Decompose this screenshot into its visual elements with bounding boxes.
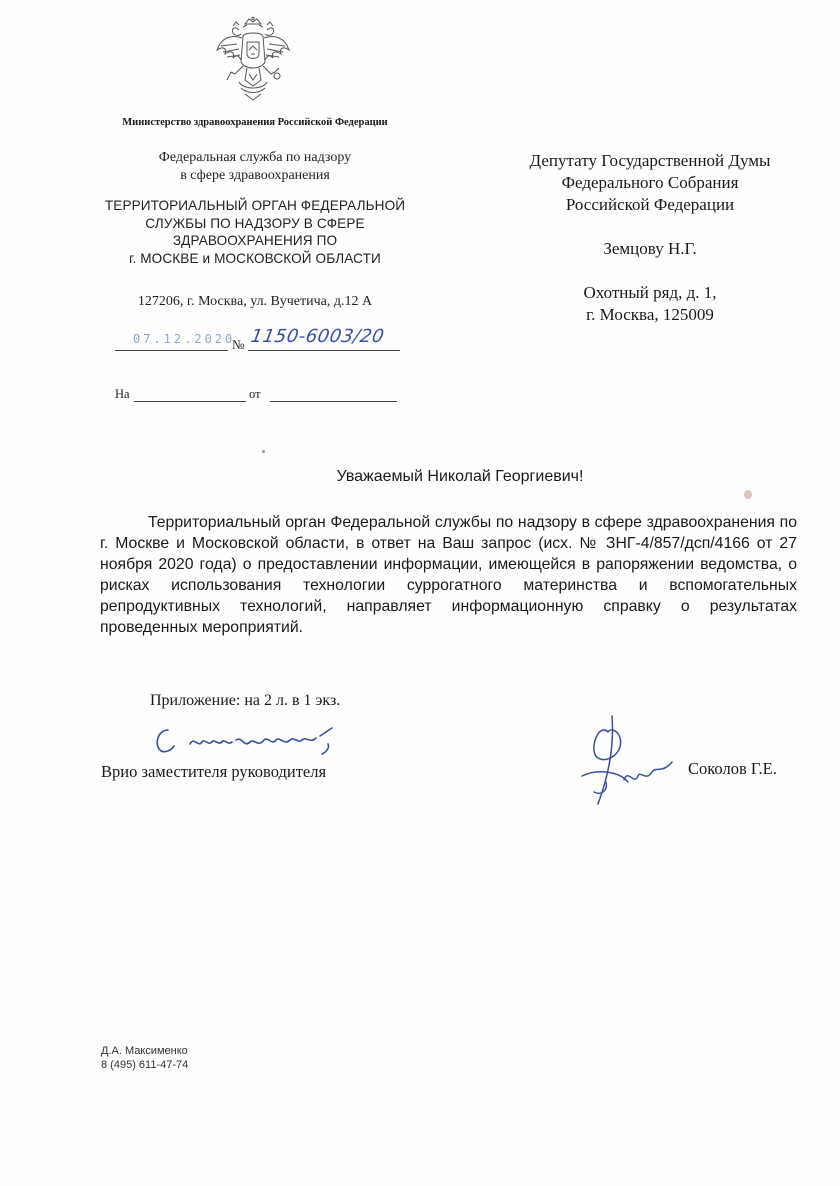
coat-of-arms-icon xyxy=(209,16,297,102)
addressee-block xyxy=(480,150,820,326)
registration-date-stamp: 07.12.2020 xyxy=(133,332,236,346)
agency-line: в сфере здравоохранения xyxy=(180,168,330,183)
signer-position: Врио заместителя руководителя xyxy=(101,762,327,781)
spacer xyxy=(480,260,820,282)
agency-name xyxy=(55,149,455,185)
date-underline xyxy=(115,350,228,351)
ref-na-label: На xyxy=(115,387,130,401)
ministry-name: Министерство здравоохранения Российской Федерации xyxy=(122,117,388,128)
ref-date-blank xyxy=(270,401,397,402)
addressee-line: Депутату Государственной Думы xyxy=(529,151,771,170)
letter-body: Территориальный орган Федеральной службы по надзору в сфере здравоохранения по г. Москве и Московской области, в ответ на Ваш запрос (исх. № ЗНГ-4/857/дсп/4166 от 27 ноября 2020 года) о предоставлении информации, имеющейся в рапоряжении ведомства, о рисках использования технологии суррогатного материнства и вспомогательных репродуктивных технологий, направляет информационную справку о результатах проведенных мероприятий. xyxy=(100,514,797,636)
registration-number: 1150-6003/20 xyxy=(249,326,386,347)
executor-phone: 8 (495) 611-47-74 xyxy=(101,1059,189,1071)
addressee-address-line: г. Москва, 125009 xyxy=(586,305,714,324)
handwritten-closing xyxy=(150,722,350,762)
greeting: Уважаемый Николай Георгиевич! xyxy=(336,468,584,485)
executor-block xyxy=(101,1044,188,1072)
number-underline xyxy=(248,350,400,351)
territorial-line: СЛУЖБЫ ПО НАДЗОРУ В СФЕРЕ xyxy=(145,215,365,231)
addressee-line: Федерального Собрания xyxy=(561,173,739,192)
territorial-body-name xyxy=(55,197,455,267)
attachment-note: Приложение: на 2 л. в 1 экз. xyxy=(150,692,341,709)
executor-name: Д.А. Максименко xyxy=(101,1045,188,1057)
addressee-name: Земцову Н.Г. xyxy=(603,239,697,258)
addressee-address-line: Охотный ряд, д. 1, xyxy=(583,283,717,302)
reference-line xyxy=(115,387,400,405)
spacer xyxy=(480,216,820,238)
sender-address: 127206, г. Москва, ул. Вучетича, д.12 А xyxy=(137,294,373,309)
scan-speck xyxy=(262,450,265,453)
territorial-line: ЗДРАВООХРАНЕНИЯ ПО xyxy=(172,233,338,248)
ref-ot-label: от xyxy=(249,387,261,401)
addressee-line: Российской Федерации xyxy=(565,195,735,214)
territorial-line: г. МОСКВЕ и МОСКОВСКОЙ ОБЛАСТИ xyxy=(129,250,381,266)
agency-line: Федеральная служба по надзору xyxy=(158,150,352,165)
signature-icon xyxy=(568,712,698,812)
registration-block xyxy=(115,326,415,354)
ref-number-blank xyxy=(134,401,246,402)
scan-speck xyxy=(744,490,752,499)
signer-name: Соколов Г.Е. xyxy=(688,759,777,778)
number-label: № xyxy=(232,337,245,352)
territorial-line: ТЕРРИТОРИАЛЬНЫЙ ОРГАН ФЕДЕРАЛЬНОЙ xyxy=(104,198,406,213)
